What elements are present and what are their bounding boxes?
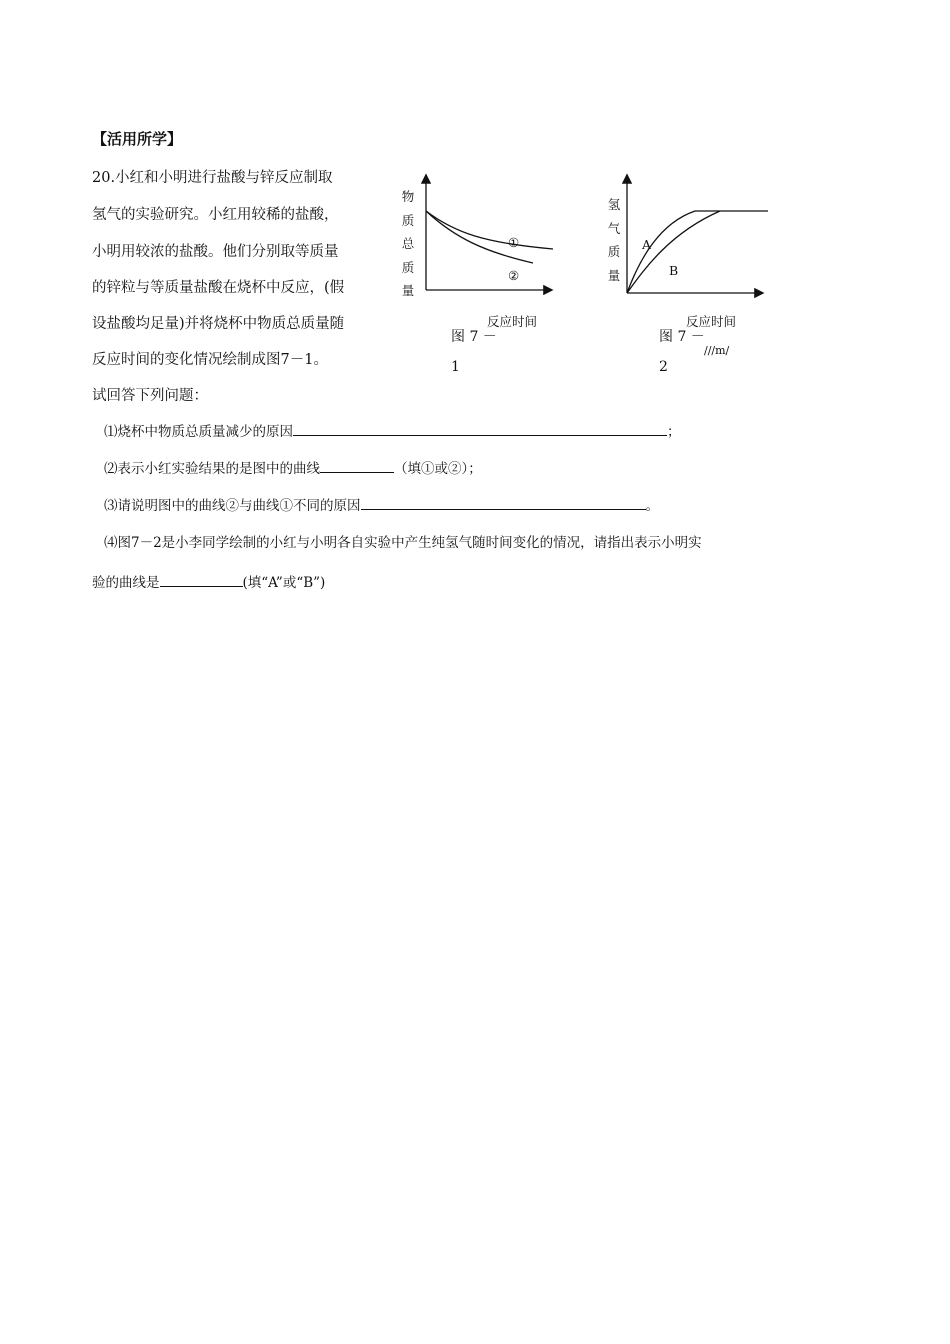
figure-7-2-plot [600,168,775,383]
figure-7-1-y-char: 物 [401,189,415,204]
question-2 [104,457,482,477]
question-3-answer-blank[interactable] [361,495,646,510]
figure-7-1-y-char: 总 [401,236,415,251]
figure-7-2-y-label [606,193,622,287]
question-1-end: ； [667,424,681,440]
figure-7-1-y-char: 质 [401,212,415,228]
figure-7-1-plot [395,168,565,383]
question-2-end: （填①或②）； [394,461,482,477]
figure-7-1-caption-number: 1 [451,359,460,375]
figure-7-1 [395,168,565,383]
question-4-answer-blank[interactable] [160,572,243,587]
question-1-text: ⑴烧杯中物质总质量减少的原因 [104,424,293,440]
section-heading: 【活用所学】 [92,130,183,148]
problem-intro-line-7: 试回答下列问题： [92,388,208,404]
figure-7-2-curve-b [627,211,720,293]
figure-7-2 [600,168,775,383]
figure-7-2-y-char: 气 [607,220,621,236]
problem-intro-line-3: 小明用较浓的盐酸。他们分别取等质量 [92,244,339,260]
figure-7-1-curve-1-label: ① [508,235,520,250]
figure-7-1-caption: 图 7 － [451,329,497,345]
figure-7-2-stray-text: ///m/ [704,344,730,357]
figure-7-2-y-char: 质 [607,244,621,259]
figure-7-1-y-char: 量 [401,283,415,298]
figure-7-1-y-char: 质 [401,259,415,275]
question-4-end: (填“A”或“B”) [242,575,326,591]
figure-7-2-x-label: 反应时间 [686,314,737,329]
figure-7-1-curve-2-label: ② [508,268,520,283]
question-3 [104,494,659,514]
question-1-answer-blank[interactable] [293,421,667,436]
question-4-text: 验的曲线是 [92,575,160,591]
problem-intro-line-2: 氢气的实验研究。小红用较稀的盐酸， [92,207,339,223]
problem-intro-line-4: 的锌粒与等质量盐酸在烧杯中反应，(假 [92,280,345,296]
question-4-line-1: ⑷图7－2是小李同学绘制的小红与小明各自实验中产生纯氢气随时间变化的情况，请指出表示小明实 [104,535,702,551]
figure-7-1-curve-1 [426,211,553,249]
question-3-text: ⑶请说明图中的曲线②与曲线①不同的原因 [104,498,361,514]
figure-7-2-caption: 图 7 － [659,329,705,345]
figure-7-1-x-label: 反应时间 [487,314,538,329]
figure-7-2-curve-b-label: B [669,263,679,278]
question-3-end: 。 [645,498,659,514]
figure-7-1-y-label [400,185,416,303]
figure-7-2-y-char: 量 [607,267,621,283]
question-4-line-2 [92,571,325,591]
figure-7-2-curve-a-label: A [642,237,652,252]
problem-intro-line-6: 反应时间的变化情况绘制成图7－1。 [92,352,328,368]
problem-intro-line-1: 20.小红和小明进行盐酸与锌反应制取 [92,170,333,186]
question-2-text: ⑵表示小红实验结果的是图中的曲线 [104,461,320,477]
figure-7-2-caption-number: 2 [659,359,668,375]
problem-intro-line-5: 设盐酸均足量)并将烧杯中物质总质量随 [92,316,345,332]
question-1 [104,420,681,440]
question-2-answer-blank[interactable] [320,458,394,473]
figure-7-2-y-char: 氢 [607,197,621,212]
